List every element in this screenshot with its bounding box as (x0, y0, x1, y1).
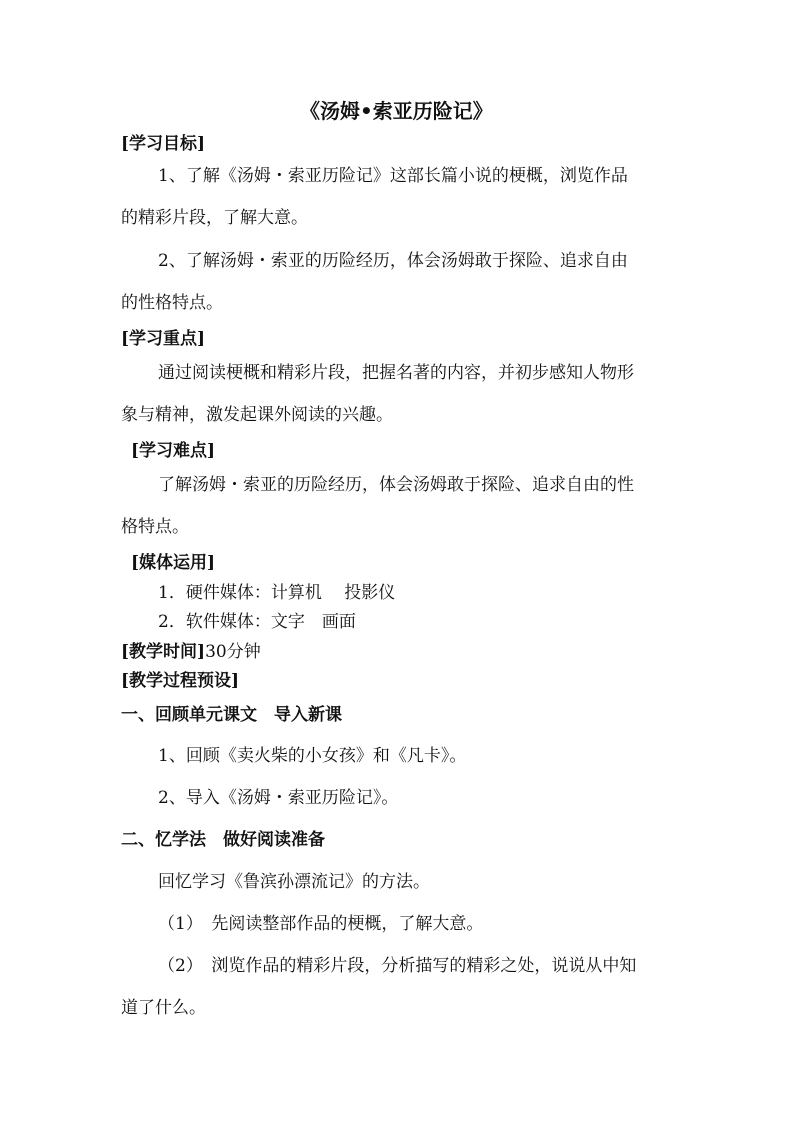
difficulties-line2: 格特点。 (121, 517, 189, 537)
teaching-time-value: 30分钟 (205, 642, 261, 662)
key-points-line2: 象与精神，激发起课外阅读的兴趣。 (121, 405, 393, 425)
key-points-heading: [学习重点] (121, 329, 206, 349)
media-heading: [媒体运用] (131, 553, 216, 573)
difficulties-line1: 了解汤姆・索亚的历险经历，体会汤姆敢于探险、追求自由的性 (158, 475, 634, 495)
section2-item2-line2: 道了什么。 (121, 998, 206, 1018)
media-item2: 2．软件媒体：文字 画面 (158, 612, 356, 632)
media-item1: 1．硬件媒体：计算机 投影仪 (158, 583, 396, 603)
section2-item2-line1: （2） 浏览作品的精彩片段，分析描写的精彩之处，说说从中知 (158, 956, 637, 976)
section2-intro: 回忆学习《鲁滨孙漂流记》的方法。 (158, 872, 430, 892)
teaching-time-heading: [教学时间] (121, 642, 206, 662)
key-points-line1: 通过阅读梗概和精彩片段，把握名著的内容，并初步感知人物形 (158, 363, 634, 383)
goals-item2-line1: 2、了解汤姆・索亚的历险经历，体会汤姆敢于探险、追求自由 (158, 251, 628, 271)
section1-item2: 2、导入《汤姆・索亚历险记》。 (158, 788, 399, 808)
difficulties-heading: [学习难点] (131, 441, 216, 461)
section1-item1: 1、回顾《卖火柴的小女孩》和《凡卡》。 (158, 746, 467, 766)
section2-item1: （1） 先阅读整部作品的梗概，了解大意。 (158, 914, 484, 934)
document-title: 《汤姆•索亚历险记》 (300, 99, 493, 123)
process-heading: [教学过程预设] (121, 671, 240, 691)
teaching-time (121, 641, 261, 663)
section1-heading: 一、回顾单元课文 导入新课 (121, 705, 342, 725)
goals-heading: [学习目标] (121, 134, 206, 154)
section2-heading: 二、忆学法 做好阅读准备 (121, 830, 325, 850)
goals-item1-line1: 1、了解《汤姆・索亚历险记》这部长篇小说的梗概，浏览作品 (158, 166, 628, 186)
goals-item1-line2: 的精彩片段，了解大意。 (121, 208, 308, 228)
goals-item2-line2: 的性格特点。 (121, 293, 223, 313)
